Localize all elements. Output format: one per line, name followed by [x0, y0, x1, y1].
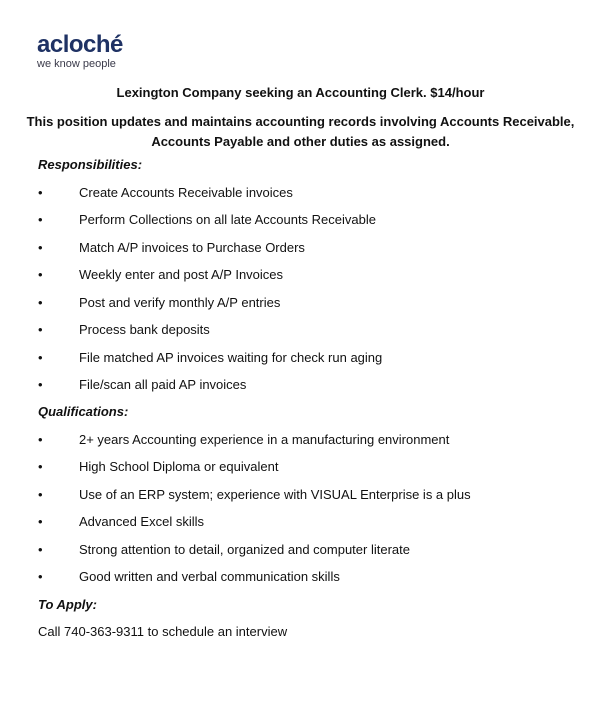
logo-name: acloché — [37, 31, 123, 58]
bullet-icon: • — [38, 267, 43, 282]
bullet-icon: • — [38, 377, 43, 392]
job-summary — [0, 112, 601, 152]
job-summary-line-2: Accounts Payable and other duties as assigned. — [151, 134, 450, 149]
qualification-text: High School Diploma or equivalent — [79, 459, 279, 474]
responsibility-text: File/scan all paid AP invoices — [79, 377, 247, 392]
responsibility-text: Process bank deposits — [79, 322, 210, 337]
bullet-icon: • — [38, 240, 43, 255]
bullet-icon: • — [38, 569, 43, 584]
qualification-text: 2+ years Accounting experience in a manufacturing environment — [79, 432, 450, 447]
responsibility-item — [38, 185, 578, 203]
bullet-icon: • — [38, 295, 43, 310]
responsibility-item — [38, 377, 578, 395]
responsibility-item — [38, 295, 578, 313]
bullet-icon: • — [38, 322, 43, 337]
qualification-item — [38, 542, 578, 560]
responsibility-item — [38, 322, 578, 340]
bullet-icon: • — [38, 514, 43, 529]
company-logo — [37, 33, 157, 70]
logo-tagline: we know people — [37, 58, 116, 70]
responsibility-text: Create Accounts Receivable invoices — [79, 185, 293, 200]
apply-instructions: Call 740-363-9311 to schedule an interview — [38, 624, 288, 639]
qualification-item — [38, 487, 578, 505]
responsibility-text: Perform Collections on all late Accounts Receivable — [79, 212, 376, 227]
responsibility-item — [38, 350, 578, 368]
bullet-icon: • — [38, 432, 43, 447]
qualification-item — [38, 514, 578, 532]
responsibility-text: Weekly enter and post A/P Invoices — [79, 267, 284, 282]
qualification-text: Use of an ERP system; experience with VISUAL Enterprise is a plus — [79, 487, 471, 502]
responsibility-item — [38, 212, 578, 230]
qualification-text: Good written and verbal communication skills — [79, 569, 340, 584]
responsibility-text: Match A/P invoices to Purchase Orders — [79, 240, 305, 255]
qualification-item — [38, 432, 578, 450]
responsibilities-heading: Responsibilities: — [38, 157, 143, 172]
bullet-icon: • — [38, 487, 43, 502]
bullet-icon: • — [38, 459, 43, 474]
job-summary-line-1: This position updates and maintains accounting records involving Accounts Receivable, — [26, 114, 575, 129]
qualification-text: Advanced Excel skills — [79, 514, 204, 529]
qualification-item — [38, 459, 578, 477]
qualification-item — [38, 569, 578, 587]
responsibility-item — [38, 240, 578, 258]
bullet-icon: • — [38, 350, 43, 365]
responsibility-text: Post and verify monthly A/P entries — [79, 295, 281, 310]
responsibility-text: File matched AP invoices waiting for check run aging — [79, 350, 383, 365]
bullet-icon: • — [38, 212, 43, 227]
bullet-icon: • — [38, 185, 43, 200]
bullet-icon: • — [38, 542, 43, 557]
qualifications-heading: Qualifications: — [38, 404, 129, 419]
responsibility-item — [38, 267, 578, 285]
job-title: Lexington Company seeking an Accounting Clerk. $14/hour — [116, 85, 485, 100]
to-apply-heading: To Apply: — [38, 597, 97, 612]
qualification-text: Strong attention to detail, organized and computer literate — [79, 542, 410, 557]
